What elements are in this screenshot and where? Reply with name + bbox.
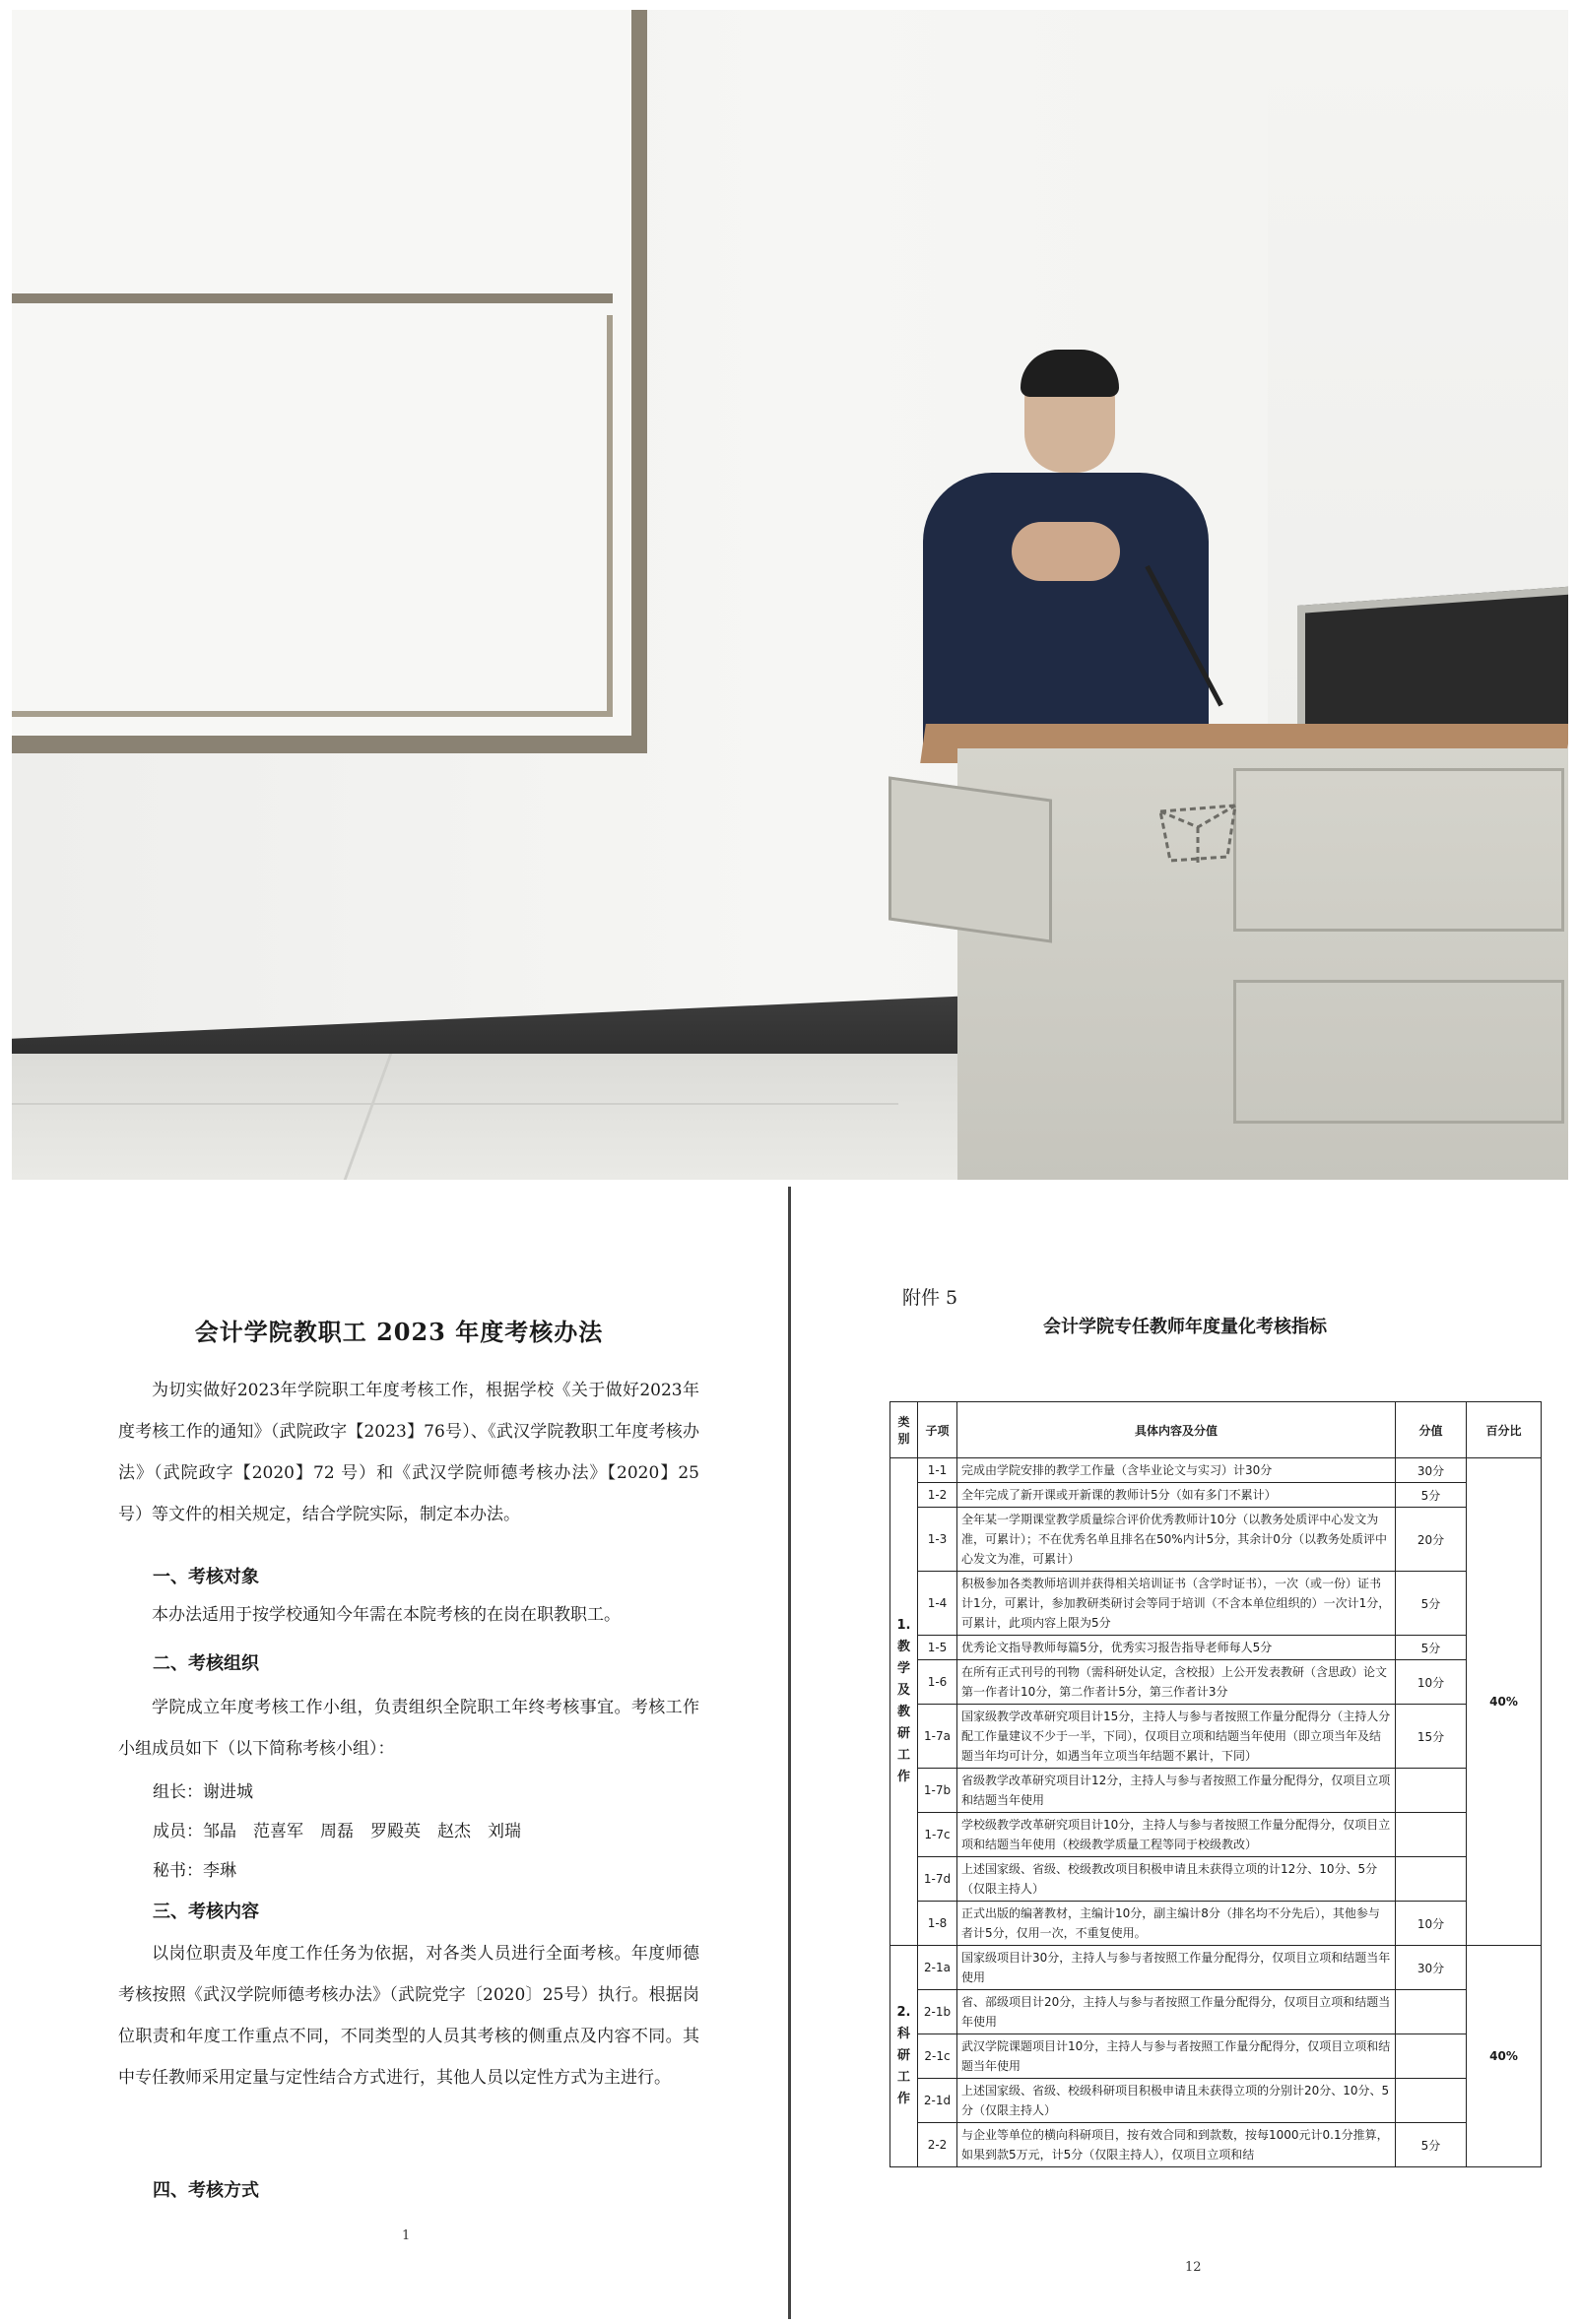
table-header-row [890,1402,1542,1458]
item-score-cell [1396,1769,1467,1813]
item-content-cell: 上述国家级、省级、校级教改项目积极申请且未获得立项的计12分、10分、5分（仅限主持人） [957,1857,1396,1902]
speaker-hands [1012,522,1120,581]
table-title: 会计学院专任教师年度量化考核指标 [1043,1317,1327,1337]
item-content-cell: 省级教学改革研究项目计12分，主持人与参与者按照工作量分配得分，仅项目立项和结题当年使用 [957,1769,1396,1813]
section-heading-4: 四、考核方式 [153,2180,259,2201]
page-title: 会计学院教职工 2023 年度考核办法 [194,1318,604,1346]
podium-logo-icon [1154,798,1241,869]
item-code-cell: 1-4 [918,1572,957,1636]
page-divider [788,1187,791,2319]
item-content-cell: 国家级教学改革研究项目计15分，主持人与参与者按照工作量分配得分（主持人分配工作量建议不少于一半，下同），仅项目立项和结题当年使用（即立项当年及结题当年均可计分，如遇当年立项当年结题不累计，下同） [957,1705,1396,1769]
table-row [890,1946,1542,1990]
table-row [890,1572,1542,1636]
section-heading-1: 一、考核对象 [153,1567,259,1587]
table-row [890,1508,1542,1572]
table-row [890,1902,1542,1946]
whiteboard-frame-bar [12,293,613,303]
item-code-cell: 2-1c [918,2034,957,2079]
section-heading-3: 三、考核内容 [153,1902,259,1922]
item-code-cell: 1-7b [918,1769,957,1813]
item-content-cell: 与企业等单位的横向科研项目，按有效合同和到款数，按每1000元计0.1分推算，如果到款5万元，计5分（仅限主持人），仅项目立项和结 [957,2123,1396,2167]
item-code-cell: 1-7c [918,1813,957,1857]
speaker-body [923,473,1209,758]
podium-panel-lower [1233,980,1564,1124]
table-row [890,2123,1542,2167]
item-score-cell: 5分 [1396,1483,1467,1508]
item-score-cell: 10分 [1396,1660,1467,1705]
table-row [890,1769,1542,1813]
item-content-cell: 全年完成了新开课或开新课的教师计5分（如有多门不累计） [957,1483,1396,1508]
item-score-cell: 15分 [1396,1705,1467,1769]
item-content-cell: 武汉学院课题项目计10分，主持人与参与者按照工作量分配得分，仅项目立项和结题当年使用 [957,2034,1396,2079]
item-content-cell: 上述国家级、省级、校级科研项目积极申请且未获得立项的分别计20分、10分、5分（仅限主持人） [957,2079,1396,2123]
item-code-cell: 1-5 [918,1636,957,1660]
item-content-cell: 完成由学院安排的教学工作量（含毕业论文与实习）计30分 [957,1458,1396,1483]
section-text-2: 学院成立年度考核工作小组，负责组织全院职工年终考核事宜。考核工作小组成员如下（以下简称考核小组）： [118,1698,699,1759]
category-percent-cell: 40% [1467,1458,1542,1946]
header-score: 分值 [1396,1402,1467,1458]
item-score-cell [1396,2034,1467,2079]
table-row [890,2034,1542,2079]
item-score-cell: 5分 [1396,1572,1467,1636]
item-score-cell: 30分 [1396,1946,1467,1990]
group-members: 成员：邹晶 范喜军 周磊 罗殿英 赵杰 刘瑞 [153,1822,521,1841]
item-code-cell: 1-1 [918,1458,957,1483]
section-heading-2: 二、考核组织 [153,1653,259,1674]
group-secretary: 秘书：李琳 [153,1861,236,1881]
table-body [890,1458,1542,2167]
item-code-cell: 2-1a [918,1946,957,1990]
item-score-cell: 5分 [1396,2123,1467,2167]
category-percent-cell: 40% [1467,1946,1542,2167]
whiteboard-lower-panel [12,315,613,717]
table-row [890,1990,1542,2034]
item-score-cell: 20分 [1396,1508,1467,1572]
item-score-cell: 30分 [1396,1458,1467,1483]
table-row [890,1857,1542,1902]
podium-drawer [889,776,1052,942]
group-leader: 组长：谢进城 [153,1782,253,1802]
podium-panel [1233,768,1564,932]
table-row [890,1660,1542,1705]
item-code-cell: 1-3 [918,1508,957,1572]
header-category: 类别 [890,1402,918,1458]
section-text-1: 本办法适用于按学校通知今年需在本院考核的在岗在职教职工。 [152,1605,621,1625]
page-number: 1 [402,2228,411,2243]
lecture-photo [12,10,1568,1180]
speaker-hair [1021,350,1119,397]
table-row [890,1636,1542,1660]
item-score-cell [1396,2079,1467,2123]
table-row [890,1813,1542,1857]
document-page-right [796,1187,1574,2319]
item-score-cell [1396,1857,1467,1902]
item-content-cell: 积极参加各类教师培训并获得相关培训证书（含学时证书），一次（或一份）证书计1分，可累计，参加教研类研讨会等同于培训（不含本单位组织的）一次计1分，可累计，此项内容上限为5分 [957,1572,1396,1636]
item-code-cell: 1-8 [918,1902,957,1946]
assessment-table [889,1401,1542,2167]
item-content-cell: 学校级教学改革研究项目计10分，主持人与参与者按照工作量分配得分，仅项目立项和结题当年使用（校级教学质量工程等同于校级教改） [957,1813,1396,1857]
item-content-cell: 优秀论文指导教师每篇5分，优秀实习报告指导老师每人5分 [957,1636,1396,1660]
annex-label: 附件 5 [902,1287,958,1309]
section-text-3: 以岗位职责及年度工作任务为依据，对各类人员进行全面考核。年度师德考核按照《武汉学院师德考核办法》（武院党字〔2020〕25号）执行。根据岗位职责和年度工作重点不同，不同类型的人员其考核的侧重点及内容不同。其中专任教师采用定量与定性结合方式进行，其他人员以定性方式为主进行。 [118,1944,699,2088]
header-percent: 百分比 [1467,1402,1542,1458]
floor-tile-line [12,1103,898,1105]
item-code-cell: 1-6 [918,1660,957,1705]
table-row [890,1483,1542,1508]
item-score-cell [1396,1990,1467,2034]
item-code-cell: 1-7a [918,1705,957,1769]
intro-paragraph: 为切实做好2023年学院职工年度考核工作，根据学校《关于做好2023年度考核工作的通知》（武院政字【2023】76号）、《武汉学院教职工年度考核办法》（武院政字【2020】72 号）和《武汉学院师德考核办法》【2020】25 号）等文件的相关规定，结合学院实际，制定本办法。 [118,1381,699,1524]
page-number: 12 [1185,2260,1202,2275]
item-code-cell: 2-2 [918,2123,957,2167]
document-page-left [10,1187,788,2319]
item-code-cell: 1-2 [918,1483,957,1508]
table-row [890,2079,1542,2123]
category-cell: 1.教学及教研工作 [890,1458,918,1946]
item-content-cell: 国家级项目计30分，主持人与参与者按照工作量分配得分，仅项目立项和结题当年使用 [957,1946,1396,1990]
item-score-cell: 10分 [1396,1902,1467,1946]
item-code-cell: 1-7d [918,1857,957,1902]
item-code-cell: 2-1b [918,1990,957,2034]
item-score-cell: 5分 [1396,1636,1467,1660]
item-content-cell: 省、部级项目计20分，主持人与参与者按照工作量分配得分，仅项目立项和结题当年使用 [957,1990,1396,2034]
item-content-cell: 全年某一学期课堂教学质量综合评价优秀教师计10分（以教务处质评中心发文为准，可累计）；不在优秀名单且排名在50%内计5分，其余计0分（以教务处质评中心发文为准，可累计） [957,1508,1396,1572]
category-cell: 2.科研工作 [890,1946,918,2167]
item-score-cell [1396,1813,1467,1857]
item-content-cell: 正式出版的编著教材，主编计10分，副主编计8分（排名均不分先后），其他参与者计5分，仅用一次，不重复使用。 [957,1902,1396,1946]
table-row [890,1458,1542,1483]
header-item: 子项 [918,1402,957,1458]
table-row [890,1705,1542,1769]
item-code-cell: 2-1d [918,2079,957,2123]
header-content: 具体内容及分值 [957,1402,1396,1458]
item-content-cell: 在所有正式刊号的刊物（需科研处认定，含校报）上公开发表教研（含思政）论文第一作者计10分，第二作者计5分，第三作者计3分 [957,1660,1396,1705]
